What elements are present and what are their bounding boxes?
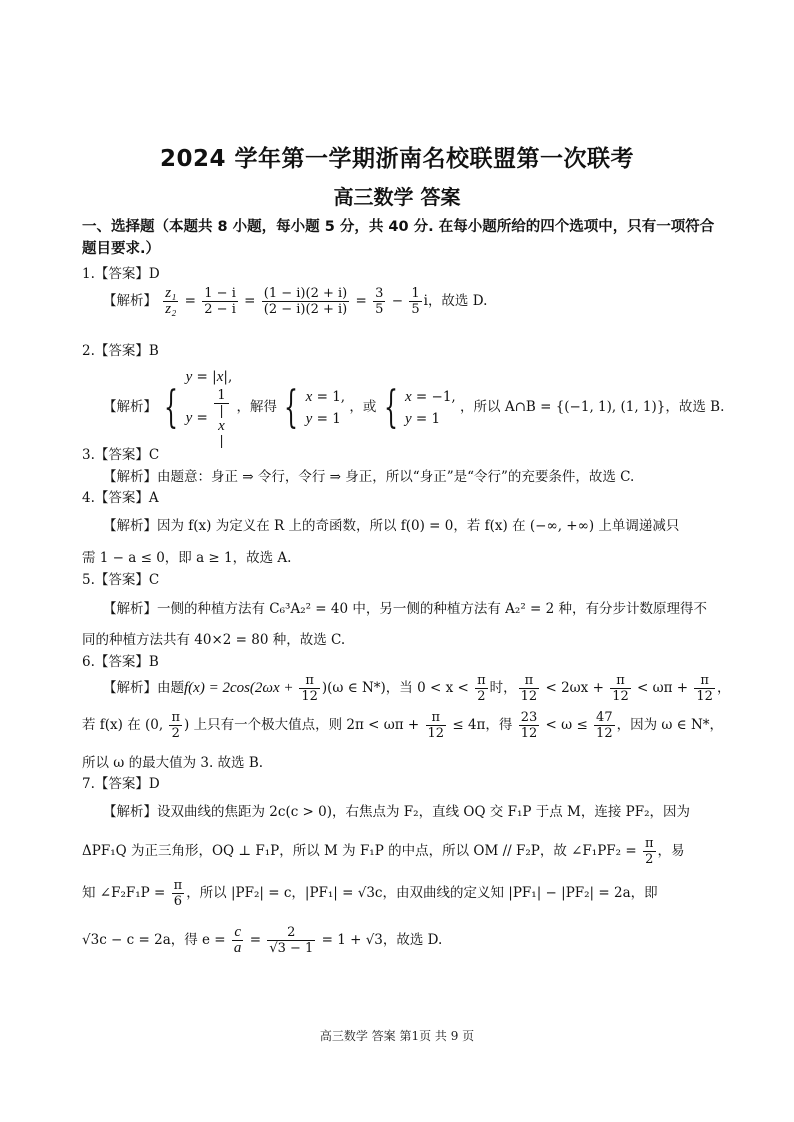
q4-analysis-line1: 【解析】因为 f(x) 为定义在 R 上的奇函数，所以 f(0) = 0，若 f(x) 在 (−∞, +∞) 上单调递减只 (103, 518, 680, 534)
q5-analysis-line1: 【解析】一侧的种植方法有 C₆³A₂² = 40 中，另一侧的种植方法有 A₂² = 2 种，有分步计数原理得不 (103, 601, 708, 617)
q7-analysis-line3: 知 ∠F₂F₁P = $\frac{\pi}{6}$ ，所以 |PF₂| = c，|PF₁| = √3c，由双曲线的定义知 |PF₁| − |PF₂| = 2a，即 (82, 878, 658, 909)
q3-analysis: 【解析】由题意：身正 ⇒ 令行，令行 ⇒ 身正，所以“身正”是“令行”的充要条件，故选 C. (103, 469, 635, 485)
formula: < ω ≤ (541, 717, 593, 733)
q6-answer: 6.【答案】B (82, 654, 159, 670)
formula: 时， (489, 680, 517, 696)
formula: ，因为 ω ∈ N*， (616, 717, 724, 733)
page-footer: 高三数学 答案 第1页 共 9 页 (319, 1029, 475, 1043)
q4-analysis-line2: 需 1 − a ≤ 0，即 a ≥ 1，故选 A. (82, 550, 292, 566)
section-heading: 一、选择题（本题共 8 小题，每小题 5 分，共 40 分. 在每小题所给的四个选项中，只有一项符合题目要求.） (82, 219, 715, 257)
fraction: $\frac{3}{5}$ (375, 286, 384, 317)
q5-answer: 5.【答案】C (82, 572, 160, 588)
analysis-label: 【解析】由题 (103, 680, 184, 696)
q4-answer: 4.【答案】A (82, 490, 159, 506)
formula: ，易 (657, 843, 685, 859)
q2-answer: 2.【答案】B (82, 343, 159, 359)
formula: )(ω ∈ N*)，当 0 < x < (321, 680, 474, 696)
q6-analysis-line3: 所以 ω 的最大值为 3. 故选 B. (82, 755, 264, 771)
formula: < ωπ + (632, 680, 693, 696)
analysis-label: 【解析】 (103, 399, 157, 415)
fraction: $\frac{1 - i}{2 - i}$ (204, 286, 236, 317)
formula: ) 上只有一个极大值点，则 2π < ωπ + (184, 717, 424, 733)
exam-subtitle: 高三数学 答案 (333, 185, 461, 209)
q7-analysis-line1: 【解析】设双曲线的焦距为 2c(c > 0)，右焦点为 F₂，直线 OQ 交 F₁P 于点 M，连接 PF₂，因为 (103, 804, 691, 820)
fraction: $\frac{1}{5}$ (411, 286, 420, 317)
formula: ，所以 |PF₂| = c，|PF₁| = √3c，由双曲线的定义知 |PF₁| − |PF₂| = 2a，即 (186, 885, 658, 901)
formula: 若 f(x) 在 (0, (82, 717, 168, 733)
q1-answer: 1.【答案】D (82, 266, 160, 282)
equation-system: x = −1, y = 1 (404, 388, 456, 427)
fraction: $\frac{(1 - i)(2 + i)}{(2 - i)(2 + i)}$ (263, 286, 348, 317)
formula: = (245, 932, 266, 948)
formula: ， (716, 680, 731, 696)
q1-tail: ，故选 D. (427, 293, 488, 309)
q2-analysis (103, 366, 724, 449)
q1-analysis: 【解析】 $\frac{\text{z₁}}{\text{z₂}}$ = $\frac{1 - i}{2 - i}$ = $\frac{(1 - i)(2 + i)}{(2 - i)(2 + i)}$ = $\frac{3}{5}$ − $\frac{1}{5}$ i，故选 D. (103, 285, 488, 317)
q7-analysis-line4: √3c − c = 2a，得 e = $\frac{c}{a}$ = $\frac{2}{√3 - 1}$ = 1 + √3，故选 D. (82, 924, 443, 956)
q2-mid1: ，解得 (236, 399, 278, 415)
brace: { (164, 381, 179, 433)
q5-analysis-line2: 同的种植方法共有 40×2 = 80 种，故选 C. (82, 632, 346, 648)
formula: = 1 + √3，故选 D. (317, 932, 443, 948)
q7-analysis-line2: ΔPF₁Q 为正三角形，OQ ⊥ F₁P，所以 M 为 F₁P 的中点，所以 OM // F₂P，故 ∠F₁PF₂ = $\frac{\pi}{2}$ ，易 (82, 836, 685, 867)
equation-system: y = |x|, y = 1 | x | (185, 369, 233, 449)
brace: { (284, 381, 299, 433)
q2-tail: ，所以 A∩B = {(−1, 1), (1, 1)}，故选 B. (460, 399, 725, 415)
q2-mid2: ，或 (349, 399, 377, 415)
fraction: $\frac{\text{z₁}}{\text{z₂}}$ (165, 285, 177, 317)
formula: < 2ωx + (541, 680, 609, 696)
q6-analysis-line2: 若 f(x) 在 (0, $\frac{\pi}{2}$ ) 上只有一个极大值点，则 2π < ωπ + $\frac{\pi}{12}$ ≤ 4π，得 $\frac{23}{12}$ < ω ≤ $\frac{47}{12}$ ，因为 ω ∈ N*， (82, 710, 724, 741)
formula: f(x) = 2cos(2ωx + (184, 680, 298, 696)
q3-answer: 3.【答案】C (82, 447, 160, 463)
equation-system: x = 1, y = 1 (305, 388, 346, 427)
formula: 知 ∠F₂F₁P = (82, 885, 170, 901)
formula: ≤ 4π，得 (448, 717, 517, 733)
q6-analysis-line1: 【解析】由题f(x) = 2cos(2ωx + $\frac{\pi}{12}$ )(ω ∈ N*)，当 0 < x < $\frac{\pi}{2}$ 时， $\frac{\pi}{12}$ < 2ωx + $\frac{\pi}{12}$ < ωπ + $\frac{\pi}{12}$ ， (103, 673, 731, 704)
formula: √3c − c = 2a，得 e = (82, 932, 230, 948)
brace: { (383, 381, 398, 433)
analysis-label: 【解析】 (103, 293, 157, 309)
q7-answer: 7.【答案】D (82, 776, 160, 792)
formula: ΔPF₁Q 为正三角形，OQ ⊥ F₁P，所以 M 为 F₁P 的中点，所以 OM // F₂P，故 ∠F₁PF₂ = (82, 843, 641, 859)
exam-title: 2024 学年第一学期浙南名校联盟第一次联考 (159, 146, 635, 172)
